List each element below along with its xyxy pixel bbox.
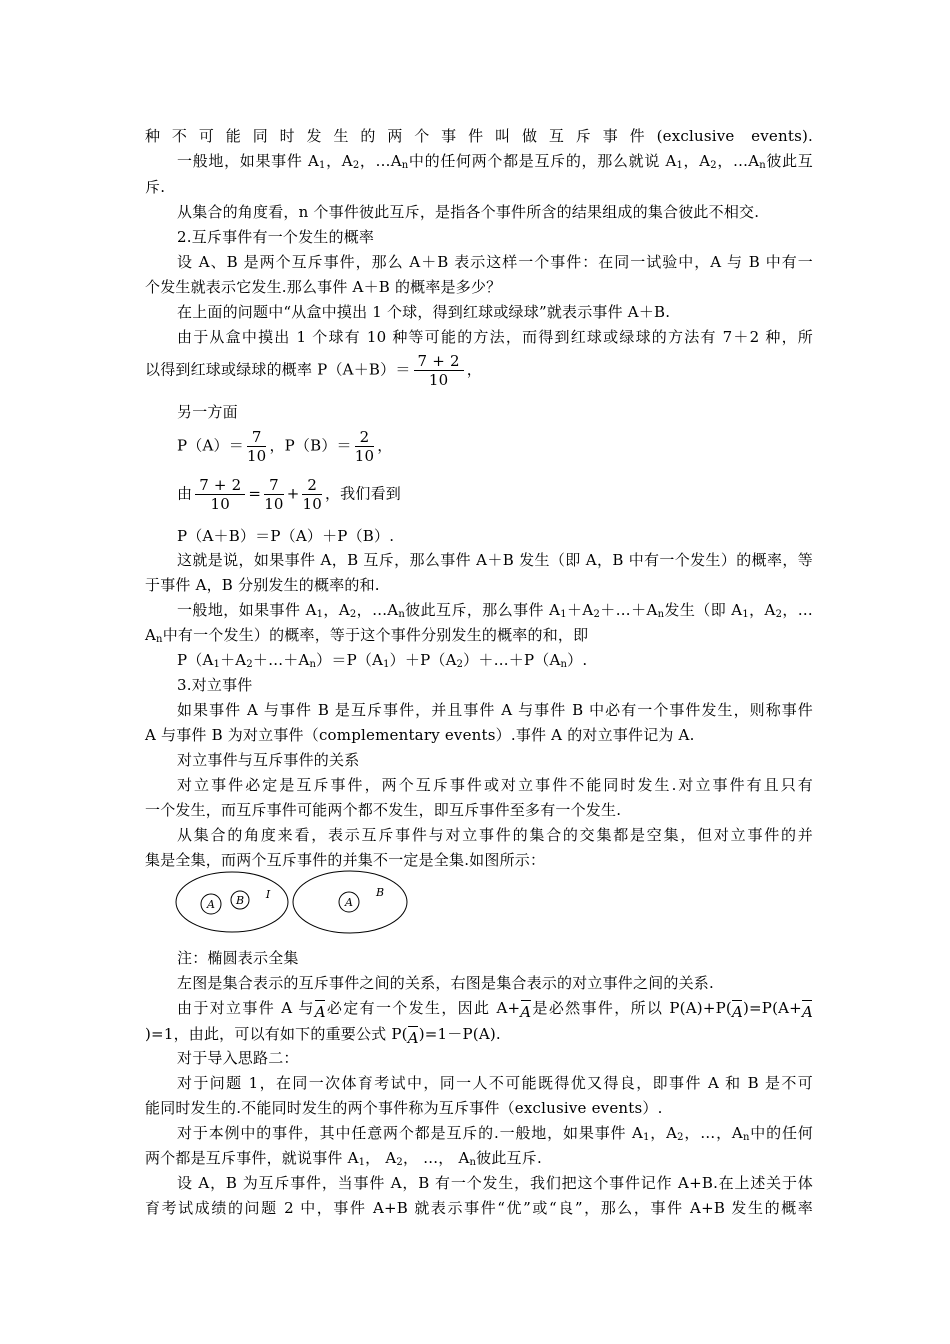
text-line: 如果事件 A 与事件 B 是互斥事件，并且事件 A 与事件 B 中必有一个事件发生，则称事件 [177,701,813,719]
fraction: $\frac{7}{10}$ [264,476,284,513]
formula-line: P（A）＝ $\frac{7}{10}$ ，P（B）＝ $\frac{2}{10}$ ， [177,428,393,465]
text-line: 对于问题 1，在同一次体育考试中，同一人不可能既得优又得良，即事件 A 和 B 是不可 [177,1074,813,1092]
text-line: 斥. [145,178,166,196]
text-line: $A_n$中有一个发生）的概率，等于这个事件分别发生的概率的和，即 [145,626,589,645]
text-line: 一般地，如果事件 $A_1$，$A_2$，$\dots A_n$彼此互斥，那么事件 $A_1+A_2+\dots+A_n$发生（即 $A_1$，$A_2$，… [177,601,814,620]
text-line: A 与事件 B 为对立事件（complementary events）.事件 A 的对立事件记为 A. [145,726,695,744]
figure-note: 注：椭圆表示全集 [177,949,299,967]
text-line: 从集合的角度来看，表示互斥事件与对立事件的集合的交集都是空集，但对立事件的并 [177,826,813,844]
complement-symbol: A [520,1000,531,1022]
text-line: 能同时发生的.不能同时发生的两个事件称为互斥事件（exclusive events）. [145,1099,663,1117]
left-universe-label: I [265,888,271,901]
text-line: 两个都是互斥事件，就说事件 $A_1$， $A_2$， …， $A_n$彼此互斥. [145,1149,542,1168]
text-line: 集是全集，而两个互斥事件的并集不一定是全集.如图所示： [145,851,546,869]
text-line: 左图是集合表示的互斥事件之间的关系，右图是集合表示的对立事件之间的关系. [177,974,714,992]
formula-line: 以得到红球或绿球的概率 P（A＋B）＝ $\frac{7 + 2}{10}$ ， [145,352,482,389]
left-universe-ellipse [176,872,288,932]
formula-line: $P(A_1+A_2+\dots+A_n)=P(A_1)+P(A_2)+\dots+P(A_n)$. [177,651,588,670]
left-set-b-label: B [235,894,245,907]
text-line: 对立事件与互斥事件的关系 [177,751,360,769]
text-line: 对于导入思路二： [177,1049,299,1067]
text-line: 对于本例中的事件，其中任意两个都是互斥的.一般地，如果事件 $A_1$，$A_2$，…，$A_n$中的任何 [177,1124,813,1143]
text-line: 种不可能同时发生的两个事件叫做互斥事件(exclusive events). [145,127,813,145]
text-line: 这就是说，如果事件 A，B 互斥，那么事件 A＋B 发生（即 A，B 中有一个发生）的概率，等 [177,551,813,569]
left-set-a-label: A [207,898,215,911]
text-line: )=1，由此，可以有如下的重要公式 P(A)=1－P(A). [145,1025,501,1047]
text-line: 一般地，如果事件 $A_1$，$A_2$，$\dots A_n$中的任何两个都是互斥的，那么就说 $A_1$，$A_2$，$\dots A_n$彼此互 [177,152,813,171]
right-set-a-label: A [345,896,353,909]
text-line: 个发生就表示它发生.那么事件 A＋B 的概率是多少？ [145,278,502,296]
fraction: $\frac{7 + 2}{10}$ [414,352,464,389]
text-line: 对立事件必定是互斥事件，两个互斥事件或对立事件不能同时发生.对立事件有且只有 [177,776,813,794]
complement-symbol: A [315,1000,326,1022]
text-line: 从集合的角度看，n 个事件彼此互斥，是指各个事件所含的结果组成的集合彼此不相交. [177,203,760,221]
formula-line: P（A＋B）＝P（A）＋P（B）. [177,527,395,545]
fraction: $\frac{7 + 2}{10}$ [195,476,245,513]
text-line: 设 A、B 是两个互斥事件，那么 A＋B 表示这样一个事件：在同一试验中，A 与 B 中有一 [177,253,813,271]
right-set-b-label: B [375,886,385,899]
text-line: 育考试成绩的问题 2 中，事件 A+B 就表示事件“优”或“良”，那么，事件 A+B 发生的概率 [145,1199,813,1217]
section-heading: 3.对立事件 [177,676,253,694]
text-line: 于事件 A，B 分别发生的概率的和. [145,576,380,594]
text-line: 设 A，B 为互斥事件，当事件 A，B 有一个发生，我们把这个事件记作 A+B.在上述关于体 [177,1174,813,1192]
text-line: 由于对立事件 A 与A必定有一个发生，因此 A+A是必然事件，所以 P(A)+P(A)=P(A+A [177,999,813,1021]
complement-symbol: A [408,1026,419,1048]
fraction: $\frac{7}{10}$ [246,428,267,465]
formula-line: 由 $\frac{7 + 2}{10}$ = $\frac{7}{10}$ + $\frac{2}{10}$ ，我们看到 [177,476,401,513]
section-heading: 2.互斥事件有一个发生的概率 [177,228,375,246]
complement-symbol: A [732,1000,743,1022]
text-line: 在上面的问题中“从盒中摸出 1 个球，得到红球或绿球”就表示事件 A＋B. [177,303,671,321]
complement-symbol: A [802,1000,813,1022]
venn-figure [172,868,412,938]
fraction: $\frac{2}{10}$ [302,476,322,513]
text-line: 一个发生，而互斥事件可能两个都不发生，即互斥事件至多有一个发生. [145,801,622,819]
fraction: $\frac{2}{10}$ [354,428,375,465]
text-line: 另一方面 [177,403,238,421]
text-line: 由于从盒中摸出 1 个球有 10 种等可能的方法，而得到红球或绿球的方法有 7＋2 种，所 [177,328,813,346]
